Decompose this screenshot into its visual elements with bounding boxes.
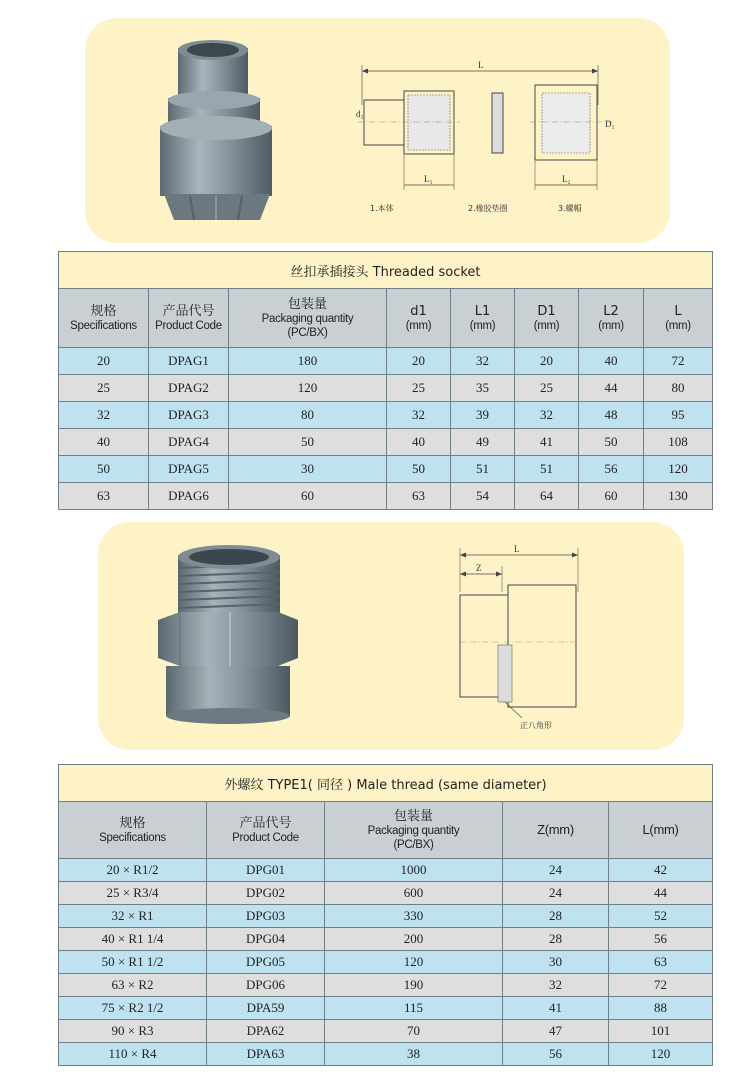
- table-cell: 41: [515, 429, 579, 456]
- table-row: [59, 483, 713, 510]
- table-title: 丝扣承插接头 Threaded socket: [59, 252, 713, 289]
- table-cell: 40: [59, 429, 149, 456]
- table-cell: 1000: [325, 859, 503, 882]
- table-cell: 110 × R4: [59, 1043, 207, 1066]
- col-header-D1: D1 (mm): [515, 289, 579, 348]
- table-cell: 56: [609, 928, 713, 951]
- table-cell: 120: [609, 1043, 713, 1066]
- table-cell: 90 × R3: [59, 1020, 207, 1043]
- table-cell: DPA62: [207, 1020, 325, 1043]
- col-header-d1: d1 (mm): [387, 289, 451, 348]
- table-cell: 50: [579, 429, 644, 456]
- table-cell: 60: [579, 483, 644, 510]
- table-cell: 20: [515, 348, 579, 375]
- table-cell: DPA59: [207, 997, 325, 1020]
- col-header-Z: Z(mm): [503, 802, 609, 859]
- col-header-L1: L1 (mm): [451, 289, 515, 348]
- table-cell: 20 × R1/2: [59, 859, 207, 882]
- table-cell: DPG03: [207, 905, 325, 928]
- table-row: [59, 1043, 713, 1066]
- col-header-L: L (mm): [644, 289, 713, 348]
- dim-d1-label: d₁: [356, 109, 364, 119]
- octagon-note-label: 正八角形: [520, 721, 552, 730]
- table-cell: 80: [229, 402, 387, 429]
- table-title: 外螺纹 TYPE1( 同径 ) Male thread (same diameter): [59, 765, 713, 802]
- table-row: [59, 882, 713, 905]
- table-cell: 120: [229, 375, 387, 402]
- table-row: [59, 456, 713, 483]
- table-cell: DPAG3: [149, 402, 229, 429]
- table-cell: 32: [387, 402, 451, 429]
- table-cell: 600: [325, 882, 503, 905]
- table-cell: 330: [325, 905, 503, 928]
- dim-L2-label: L₂: [562, 174, 571, 184]
- col-header-packaging-quantity: 包装量 Packaging quantity (PC/BX): [325, 802, 503, 859]
- table-cell: 63: [609, 951, 713, 974]
- table-cell: 70: [325, 1020, 503, 1043]
- table-cell: 88: [609, 997, 713, 1020]
- dim-D1-label: D₁: [605, 119, 615, 129]
- dim-L1-label: L₁: [424, 174, 433, 184]
- table-row: [59, 1020, 713, 1043]
- table-cell: 25: [515, 375, 579, 402]
- part-2-label: 2.橡胶垫圈: [468, 204, 508, 213]
- table-cell: DPAG1: [149, 348, 229, 375]
- male-thread-adapter-photo: [150, 540, 300, 725]
- table-cell: 20: [387, 348, 451, 375]
- table-cell: 56: [503, 1043, 609, 1066]
- col-header-product-code: 产品代号 Product Code: [149, 289, 229, 348]
- table-cell: 28: [503, 928, 609, 951]
- male-thread-spec-table: [58, 764, 713, 1066]
- table-cell: 80: [644, 375, 713, 402]
- part-1-label: 1.本体: [370, 204, 394, 213]
- table-cell: 108: [644, 429, 713, 456]
- dim-L-label: L: [478, 60, 484, 70]
- table-row: [59, 348, 713, 375]
- table-cell: 25: [59, 375, 149, 402]
- col-header-product-code: 产品代号 Product Code: [207, 802, 325, 859]
- col-header-packaging-quantity: 包装量 Packaging quantity (PC/BX): [229, 289, 387, 348]
- table-cell: 56: [579, 456, 644, 483]
- table-cell: 49: [451, 429, 515, 456]
- table-cell: 63 × R2: [59, 974, 207, 997]
- dim-L-label-2: L: [514, 544, 520, 554]
- table-cell: 30: [229, 456, 387, 483]
- table-cell: 51: [515, 456, 579, 483]
- table-cell: 47: [503, 1020, 609, 1043]
- table-cell: 40 × R1 1/4: [59, 928, 207, 951]
- table-cell: 38: [325, 1043, 503, 1066]
- threaded-socket-photo: [150, 38, 280, 233]
- table-cell: 75 × R2 1/2: [59, 997, 207, 1020]
- table-cell: 30: [503, 951, 609, 974]
- table-row: [59, 974, 713, 997]
- table-cell: 190: [325, 974, 503, 997]
- table-cell: 50: [387, 456, 451, 483]
- table-cell: 120: [644, 456, 713, 483]
- table-cell: 35: [451, 375, 515, 402]
- table-cell: DPA63: [207, 1043, 325, 1066]
- dim-Z-label: Z: [476, 563, 482, 573]
- part-3-label: 3.螺帽: [558, 204, 582, 213]
- table-cell: 50 × R1 1/2: [59, 951, 207, 974]
- table-cell: 32: [451, 348, 515, 375]
- table-cell: 200: [325, 928, 503, 951]
- table-cell: DPAG6: [149, 483, 229, 510]
- table-row: [59, 928, 713, 951]
- table-cell: 40: [387, 429, 451, 456]
- table-cell: 54: [451, 483, 515, 510]
- table-cell: DPG01: [207, 859, 325, 882]
- table-cell: 52: [609, 905, 713, 928]
- table-row: [59, 905, 713, 928]
- table-cell: 180: [229, 348, 387, 375]
- table-cell: 44: [609, 882, 713, 905]
- table-cell: 120: [325, 951, 503, 974]
- table-cell: 48: [579, 402, 644, 429]
- table-cell: 42: [609, 859, 713, 882]
- col-header-L: L(mm): [609, 802, 713, 859]
- table-row: [59, 402, 713, 429]
- table-cell: 50: [229, 429, 387, 456]
- table-cell: DPG04: [207, 928, 325, 951]
- col-header-L2: L2 (mm): [579, 289, 644, 348]
- table-cell: 25 × R3/4: [59, 882, 207, 905]
- table-cell: DPAG2: [149, 375, 229, 402]
- col-header-specifications: 规格 Specifications: [59, 802, 207, 859]
- table-cell: 60: [229, 483, 387, 510]
- table-cell: 72: [609, 974, 713, 997]
- table-cell: 51: [451, 456, 515, 483]
- table-cell: 39: [451, 402, 515, 429]
- table-cell: 20: [59, 348, 149, 375]
- table-cell: 28: [503, 905, 609, 928]
- table-cell: 101: [609, 1020, 713, 1043]
- table-row: [59, 951, 713, 974]
- table-row: [59, 997, 713, 1020]
- table-cell: 41: [503, 997, 609, 1020]
- table-cell: 32: [515, 402, 579, 429]
- table-cell: 25: [387, 375, 451, 402]
- table-cell: DPG02: [207, 882, 325, 905]
- table-cell: DPG05: [207, 951, 325, 974]
- table-cell: 64: [515, 483, 579, 510]
- table-cell: 50: [59, 456, 149, 483]
- table-cell: 32 × R1: [59, 905, 207, 928]
- table-cell: 63: [59, 483, 149, 510]
- table-cell: 24: [503, 859, 609, 882]
- table-row: [59, 859, 713, 882]
- table-cell: 44: [579, 375, 644, 402]
- table-cell: DPAG4: [149, 429, 229, 456]
- table-cell: DPAG5: [149, 456, 229, 483]
- table-cell: 32: [503, 974, 609, 997]
- table-cell: 63: [387, 483, 451, 510]
- table-row: [59, 429, 713, 456]
- table-cell: 32: [59, 402, 149, 429]
- table-cell: 24: [503, 882, 609, 905]
- col-header-specifications: 规格 Specifications: [59, 289, 149, 348]
- table-cell: 130: [644, 483, 713, 510]
- table-row: [59, 375, 713, 402]
- table-cell: 115: [325, 997, 503, 1020]
- table-cell: DPG06: [207, 974, 325, 997]
- threaded-socket-technical-drawing: [350, 55, 650, 220]
- table-cell: 95: [644, 402, 713, 429]
- threaded-socket-spec-table: [58, 251, 713, 510]
- table-cell: 72: [644, 348, 713, 375]
- table-cell: 40: [579, 348, 644, 375]
- male-thread-technical-drawing: [450, 540, 600, 740]
